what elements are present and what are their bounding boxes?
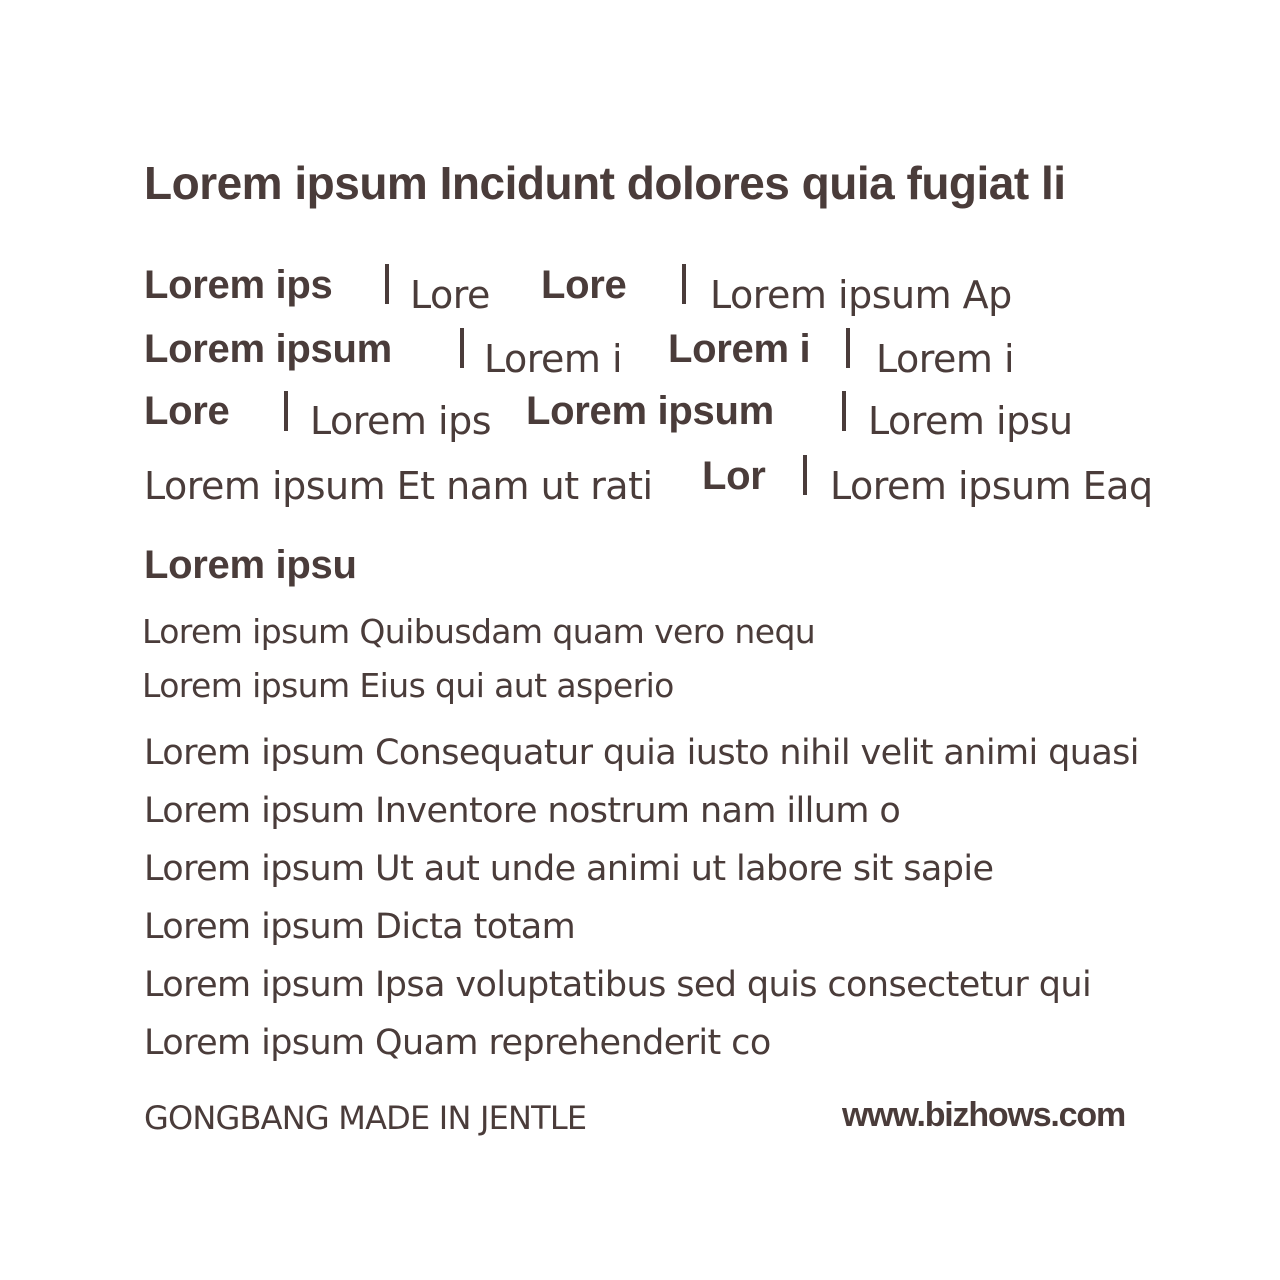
separator-bar: [803, 455, 807, 495]
separator-bar: [682, 264, 686, 304]
info-label: Lor: [702, 454, 766, 498]
info-label: Lorem ips: [144, 263, 333, 307]
brand-text: GONGBANG MADE IN JENTLE: [144, 1099, 587, 1137]
info-label: Lore: [541, 263, 627, 307]
body-line: Lorem ipsum Quam reprehenderit co: [144, 1023, 771, 1063]
body-line: Lorem ipsum Consequatur quia iusto nihil velit animi quasi: [144, 733, 1139, 773]
separator-bar: [460, 328, 464, 368]
info-value: Lorem ipsu: [868, 399, 1073, 443]
separator-bar: [846, 328, 850, 368]
info-value: Lorem ips: [310, 399, 491, 443]
page-title: Lorem ipsum Incidunt dolores quia fugiat li: [144, 157, 1066, 209]
separator-bar: [842, 391, 846, 431]
body-line: Lorem ipsum Inventore nostrum nam illum o: [144, 791, 901, 831]
intro-line: Lorem ipsum Eius qui aut asperio: [142, 666, 674, 705]
body-line: Lorem ipsum Dicta totam: [144, 907, 576, 947]
info-value: Lorem ipsum Ap: [710, 273, 1012, 317]
website-link[interactable]: www.bizhows.com: [842, 1096, 1125, 1134]
info-label: Lore: [144, 389, 230, 433]
info-value: Lorem ipsum Eaq: [830, 464, 1153, 508]
separator-bar: [385, 264, 389, 304]
section-heading: Lorem ipsu: [144, 543, 357, 587]
info-value: Lorem i: [876, 337, 1015, 381]
body-line: Lorem ipsum Ut aut unde animi ut labore sit sapie: [144, 849, 994, 889]
info-value: Lore: [410, 273, 490, 317]
info-label: Lorem ipsum: [526, 389, 774, 433]
body-line: Lorem ipsum Ipsa voluptatibus sed quis consectetur qui: [144, 965, 1092, 1005]
info-label: Lorem i: [668, 327, 811, 371]
info-label: Lorem ipsum: [144, 327, 392, 371]
info-value: Lorem ipsum Et nam ut rati: [144, 464, 653, 508]
separator-bar: [284, 391, 288, 431]
info-value: Lorem i: [484, 337, 623, 381]
intro-line: Lorem ipsum Quibusdam quam vero nequ: [142, 612, 816, 651]
